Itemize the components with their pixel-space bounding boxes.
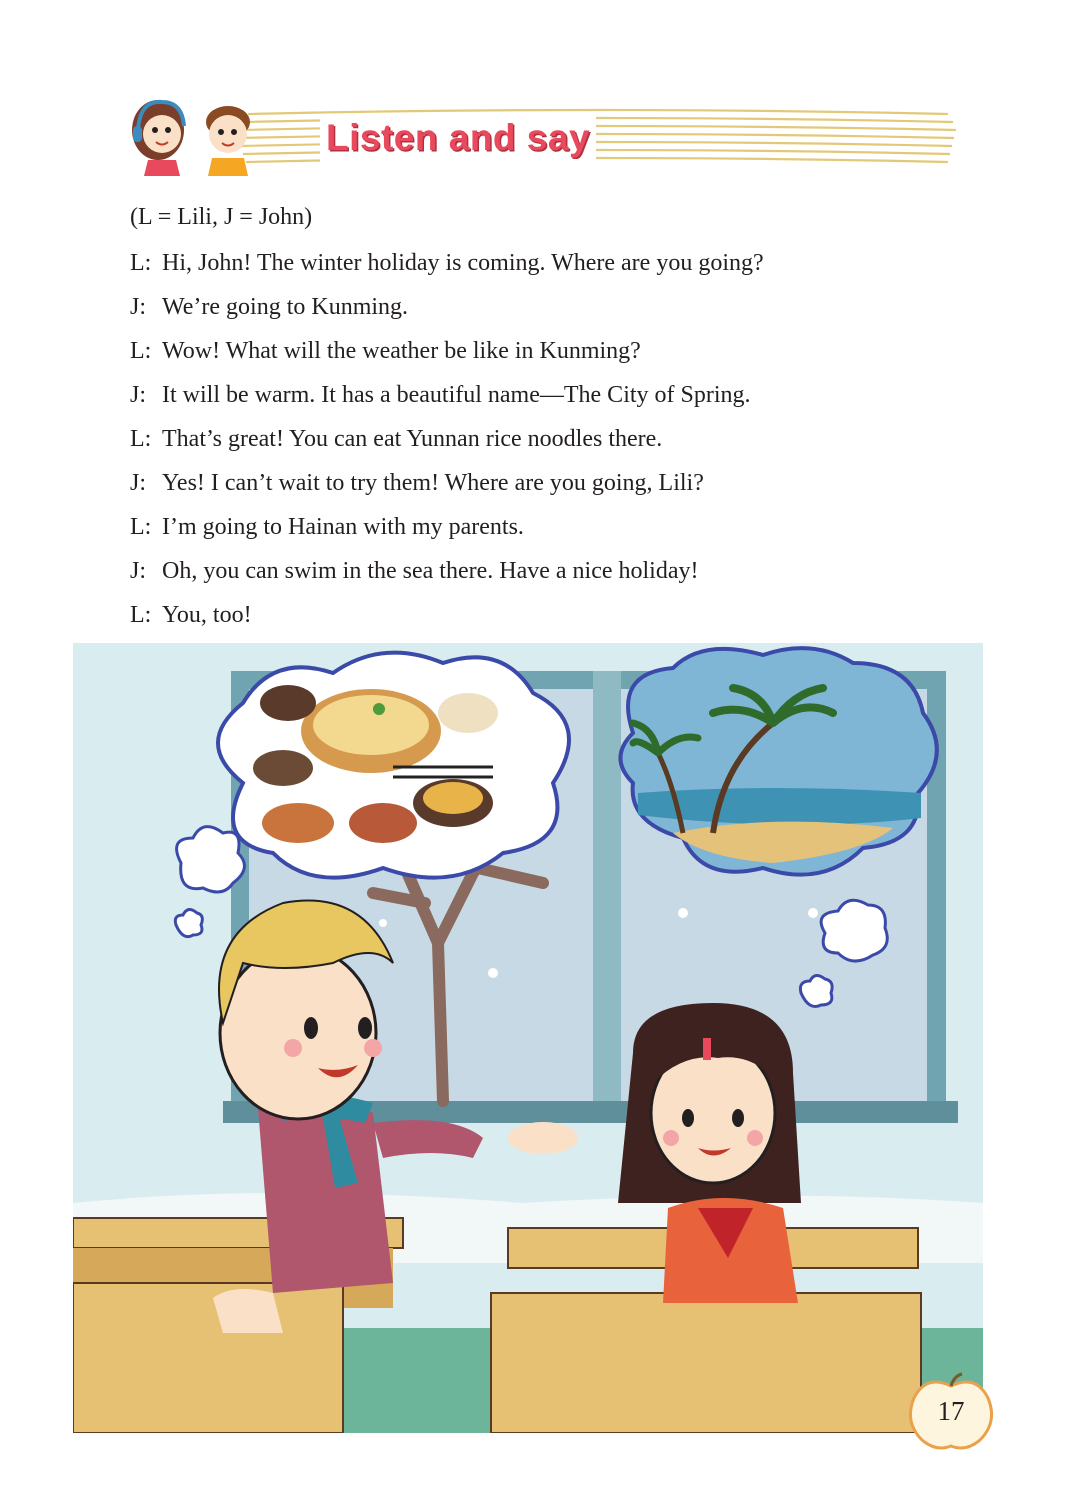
speaker-label: L: [130,250,152,276]
page-number-badge [906,1372,996,1452]
dialogue-line [130,554,950,598]
line-text: Yes! I can’t wait to try them! Where are you going, Lili? [162,470,704,496]
line-text: We’re going to Kunming. [162,294,409,320]
speaker-label: L: [130,338,152,364]
speaker-label: J: [130,294,147,320]
section-title: Listen and say [320,114,596,162]
dialogue-line [130,378,950,422]
noodles-bubble [218,653,569,878]
classroom-illustration [73,643,983,1433]
dialogue-line [130,422,950,466]
line-text: You, too! [162,602,252,628]
dialogue-line [130,598,950,642]
girl-with-headphones-icon [132,100,184,176]
line-text: I’m going to Hainan with my parents. [162,514,524,540]
dialogue [130,246,950,642]
mascots [128,90,268,180]
speaker-key: (L = Lili, J = John) [130,204,313,230]
dialogue-line [130,466,950,510]
line-text: Wow! What will the weather be like in Kunming? [162,338,641,364]
speaker-label: L: [130,602,152,628]
boy-icon [206,106,250,176]
section-banner [128,90,958,190]
speaker-label: L: [130,514,152,540]
line-text: That’s great! You can eat Yunnan rice noodles there. [162,426,663,452]
dialogue-line [130,334,950,378]
dialogue-line [130,246,950,290]
line-text: It will be warm. It has a beautiful name—The City of Spring. [162,382,751,408]
line-text: Oh, you can swim in the sea there. Have a nice holiday! [162,558,699,584]
line-text: Hi, John! The winter holiday is coming. Where are you going? [162,250,764,276]
speaker-label: J: [130,558,147,584]
speaker-label: J: [130,470,147,496]
page-number: 17 [937,1396,965,1426]
speaker-label: L: [130,426,152,452]
dialogue-line [130,510,950,554]
speaker-label: J: [130,382,147,408]
dialogue-line [130,290,950,334]
